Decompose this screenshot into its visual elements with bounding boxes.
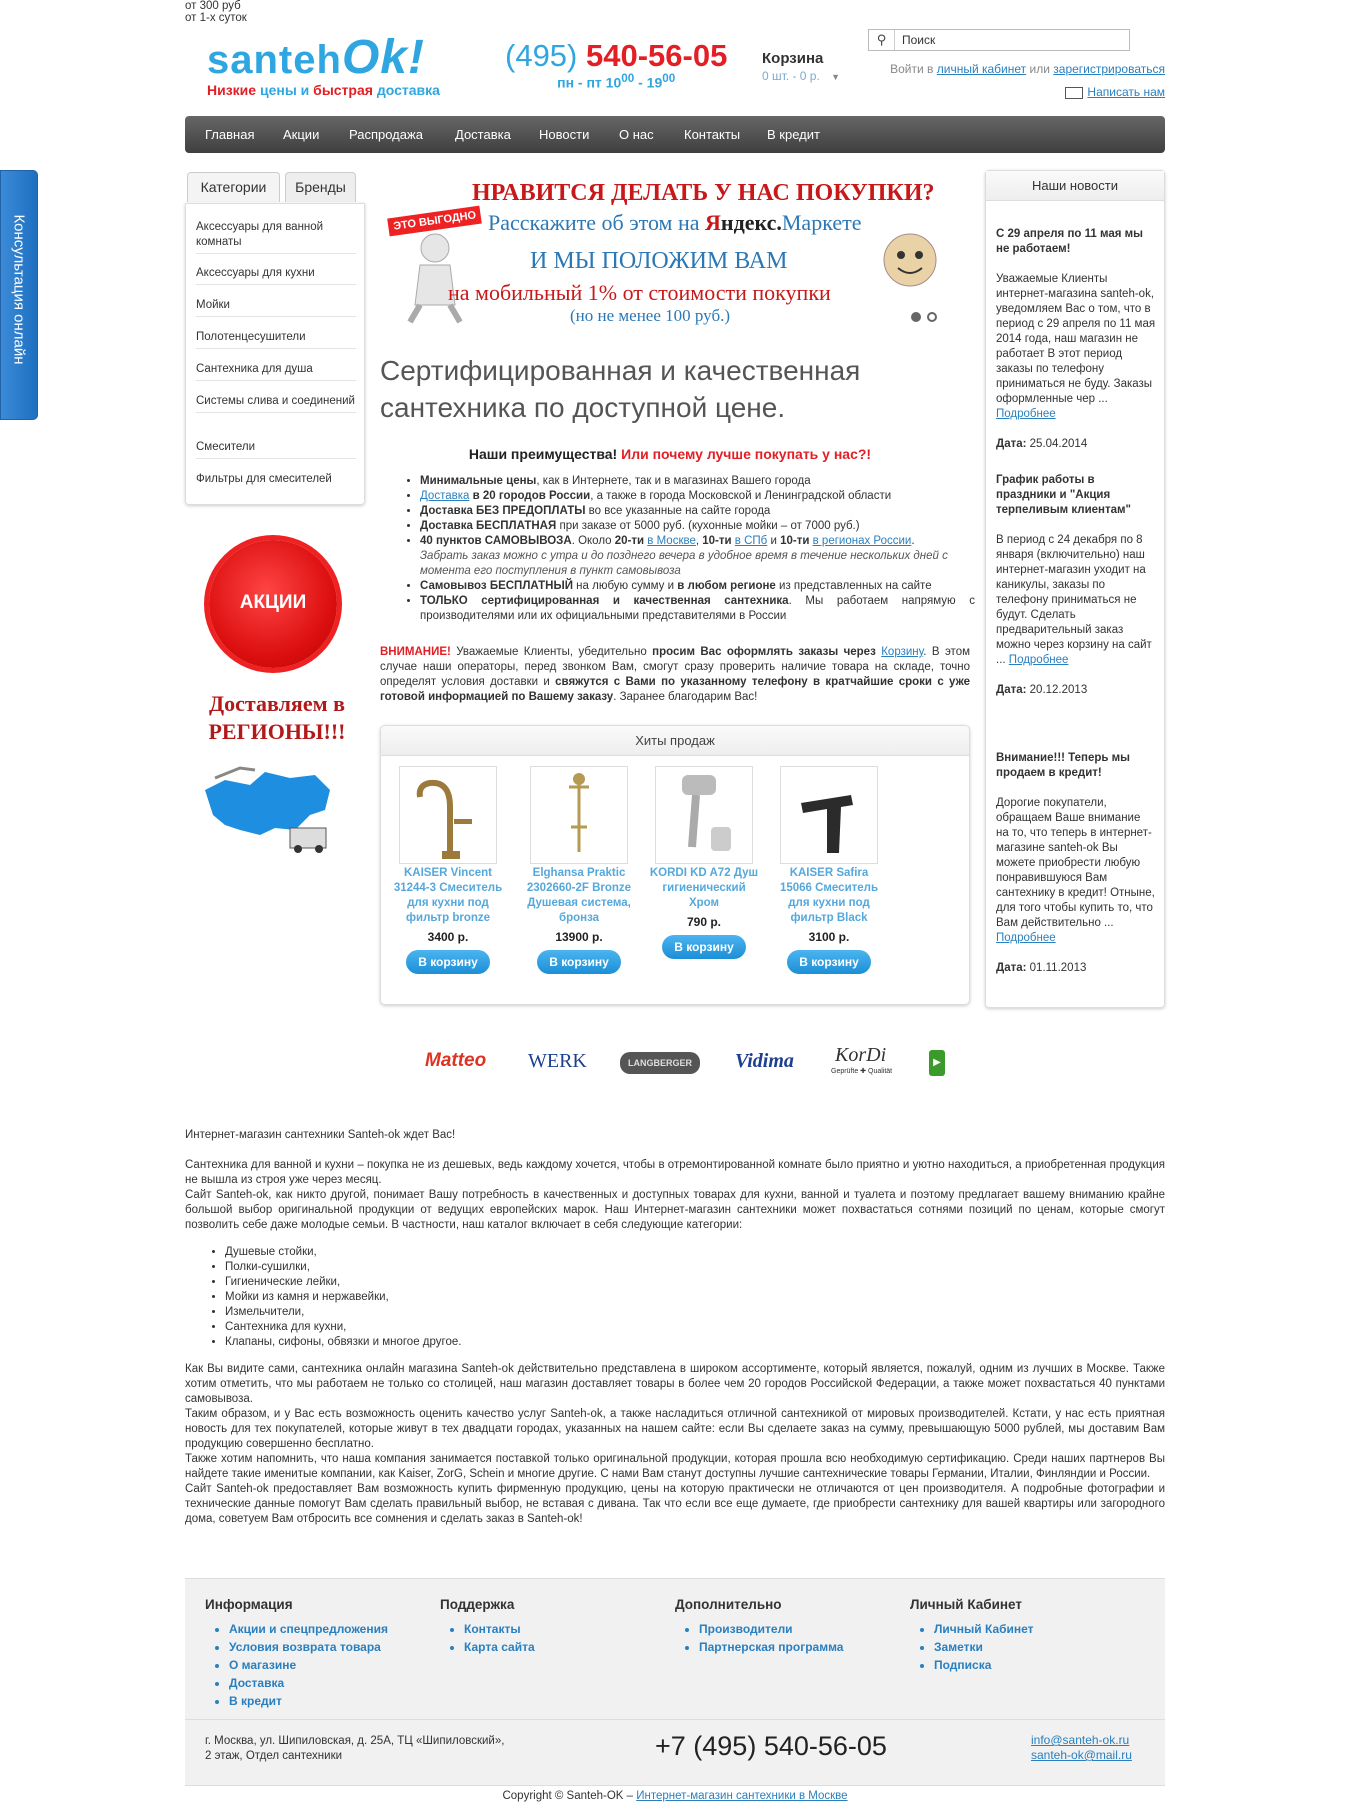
page-title: Сертифицированная и качественная сантехника по доступной цене. (380, 355, 861, 423)
news-headline[interactable]: График работы в праздники и "Акция терпеливым клиентам" (996, 474, 1131, 516)
news-title: Наши новости (986, 171, 1164, 201)
add-to-cart-button[interactable]: В корзину (406, 950, 490, 974)
footer-column (440, 1597, 535, 1656)
product-card (649, 766, 759, 959)
banner-line1: НРАВИТСЯ ДЕЛАТЬ У НАС ПОКУПКИ? (472, 180, 935, 206)
footer-link[interactable]: • Производители (699, 1620, 843, 1638)
product-name[interactable]: KORDI KD A72 Душ гигиенический Хром (649, 867, 759, 909)
banner-line4: на мобильный 1% от стоимости покупки (448, 280, 831, 305)
login-link[interactable]: личный кабинет (936, 62, 1027, 76)
news-headline[interactable]: С 29 апреля по 11 мая мы не работаем! (996, 228, 1143, 255)
pickup-moscow-link[interactable]: в Москве (647, 535, 696, 547)
product-card (524, 766, 634, 974)
write-us-link[interactable]: Написать нам (1087, 85, 1165, 99)
online-consult-tab[interactable] (0, 170, 38, 420)
regions-time: от 1-х суток (185, 12, 247, 24)
footer-link[interactable]: • Подписка (934, 1656, 1034, 1674)
page-wrapper (185, 0, 1165, 1802)
search-box[interactable] (868, 29, 1130, 51)
product-name[interactable]: KAISER Vincent 31244-3 Смеситель для кухни под фильтр bronze (393, 867, 503, 924)
pickup-spb-link[interactable]: в СПб (734, 535, 768, 547)
seo-paragraph: Как Вы видите сами, сантехника онлайн магазина Santeh-ok действительно представлена в широком ассортименте, который является, пожалуй, одним из лучших в Москве. Также хотим отметить, что мы работаем не только со столицей, наш магазин доставляет товары в более чем 20 городов Российской Федерации, а также может похвастаться 40 пунктами самовывоза. (185, 1363, 1165, 1405)
footer-link[interactable]: • В кредит (229, 1692, 388, 1710)
order-notice: ВНИМАНИЕ! Уважаемые Клиенты, убедительно просим Вас оформлять заказы через Корзину. В этом случае наши операторы, перед звонком Вам, смогут сразу проверить наличие товара на складе, точно определят условия доставки и свяжутся с Вами по указанному телефону в кратчайшие сроки с уже готовой информацией по Вашему заказу. Заранее благодарим Вас! (380, 646, 970, 703)
envelope-icon (1065, 87, 1083, 99)
news-item: С 29 апреля по 11 мая мы не работаем! Уважаемые Клиенты интернет-магазина santeh-ok, уведомляем Вас о том, что в период с 29 апреля по 11 мая 2014 года, наш магазин не работает В этот период заказы по телефону приниматься не буду. Заказы оформленные чер ... Подробнее Дата: 25.04.2014 (996, 228, 1156, 450)
list-item: • Душевые стойки, (225, 1245, 1165, 1260)
add-to-cart-button[interactable]: В корзину (662, 935, 746, 959)
category-item[interactable]: Полотенцесушители (196, 330, 356, 349)
header-phone: (495) 540-56-05 пн - пт $10^{00} - 19^{00}$ (505, 38, 728, 91)
news-item: Внимание!!! Теперь мы продаем в кредит! Дорогие покупатели, обращаем Ваше внимание на то, что теперь в интернет-магазине santeh-ok Вы можете приобрести любую понравившуюся Вам сантехнику в кредит! Отныне, для того чтобы купить то, что Вам действительно ... Подробнее Дата: 01.11.2013 (996, 752, 1155, 974)
pickup-regions-link[interactable]: в регионах России (812, 535, 912, 547)
nav-promo[interactable]: Акции (283, 127, 320, 142)
brand-logo[interactable]: Matteo (425, 1050, 487, 1071)
list-item: • ТОЛЬКО сертифицированная и качественная сантехника. Мы работаем напрямую с производителями или их официальными представителями в России (420, 594, 975, 624)
footer-emails (1031, 1733, 1132, 1763)
news-item: График работы в праздники и "Акция терпеливым клиентам" В период с 24 декабря по 8 января (включительно) наш интернет-магазин уходит на каникулы, заказы по телефону приниматься не будут. Сделать предварительный заказ можно через корзину на сайт ... Подробнее Дата: 20.12.2013 (996, 474, 1152, 696)
footer-column (205, 1597, 388, 1710)
list-item: • Гигиенические лейки, (225, 1275, 1165, 1290)
list-item: • Сантехника для кухни, (225, 1320, 1165, 1335)
category-item[interactable]: Сантехника для душа (196, 362, 356, 381)
logo-slogan: Низкие цены и быстрая доставка (207, 82, 440, 98)
footer-link[interactable]: • Доставка (229, 1674, 388, 1692)
category-item[interactable]: Аксессуары для ванной комнаты (196, 220, 356, 254)
logo-text: santeh (207, 38, 342, 82)
product-price: 3100 р. (808, 930, 850, 944)
nav-about[interactable]: О нас (619, 127, 654, 142)
product-card (393, 766, 503, 974)
product-price: 790 р. (686, 915, 722, 929)
category-item[interactable]: Смесители (196, 440, 356, 459)
nav-sale[interactable]: Распродажа (349, 127, 423, 142)
add-to-cart-button[interactable]: В корзину (537, 950, 621, 974)
advantages-list (420, 474, 975, 624)
banner-line5: (но не менее 100 руб.) (570, 306, 731, 325)
tab-brands[interactable]: Бренды (285, 172, 356, 202)
chevron-down-icon: ▼ (831, 72, 841, 82)
bestsellers-title: Хиты продаж (381, 726, 969, 756)
site-logo[interactable] (207, 31, 440, 98)
list-item: • Доставка БЕСПЛАТНАЯ при заказе от 5000 руб. (кухонные мойки – от 7000 руб.) (420, 519, 975, 534)
footer-link[interactable]: • Акции и спецпредложения (229, 1620, 388, 1638)
footer (185, 1578, 1165, 1785)
tab-categories[interactable]: Категории (187, 172, 280, 202)
footer-link[interactable]: • О магазине (229, 1656, 388, 1674)
footer-address: г. Москва, ул. Шипиловская, д. 25А, ТЦ «Шипиловский», 2 этаж, Отдел сантехники (205, 1735, 505, 1762)
carousel-next-icon[interactable]: ▶ (929, 1050, 945, 1076)
search-icon[interactable]: ⚲ (869, 30, 895, 50)
email-link[interactable]: santeh-ok@mail.ru (1031, 1748, 1132, 1762)
brand-logo[interactable]: KorDi Geprüfte ✚ Qualität (831, 1044, 893, 1075)
nav-credit[interactable]: В кредит (767, 127, 820, 142)
category-item[interactable]: Мойки (196, 298, 356, 317)
list-item: • Клапаны, сифоны, обвязки и многое другое. (225, 1335, 1165, 1350)
list-item: • Самовывоз БЕСПЛАТНЫЙ на любую сумму и в любом регионе из представленных на сайте (420, 579, 975, 594)
footer-heading: Личный Кабинет (910, 1597, 1022, 1612)
product-price: 13900 р. (555, 930, 603, 944)
cart-widget[interactable] (762, 50, 840, 83)
cart-link[interactable]: Корзину (881, 646, 924, 658)
footer-link[interactable]: • Партнерская программа (699, 1638, 843, 1656)
add-to-cart-button[interactable]: В корзину (787, 950, 871, 974)
news-date: 20.12.2013 (1029, 684, 1088, 696)
seo-paragraph: Сантехника для ванной и кухни – покупка не из дешевых, ведь каждому хочется, чтобы в отремонтированной комнате было приятно и уютно находиться, а приобретенная продукция не вышла из строя уже через месяц. (185, 1159, 1165, 1186)
seo-paragraph: Сайт Santeh-ok предоставляет Вам возможность купить фирменную продукцию, цены на которую практически не отличаются от цен производителя. А подробные фотографии и технические данные помогут Вам сделать правильный выбор, не вставая с дивана. Так что если все еще думаете, где приобрести сантехнику для вашей квартиры или загородного дома, советуем Вам отбросить все сомнения и сделать заказ в Santeh-ok! (185, 1483, 1165, 1525)
work-hours: пн - пт $10^{00} - 19^{00}$ (557, 72, 676, 91)
advantages-title: Наши преимущества! Или почему лучше покупать у нас?! (468, 446, 872, 462)
news-text: Дорогие покупатели, обращаем Ваше внимание на то, что теперь в интернет-магазине santeh-ok Вы можете приобрести любую понравившуюся Вам сантехнику в кредит! Отныне, для того чтобы купить то, что Вам действительно ... (996, 797, 1155, 929)
list-item: • Минимальные цены, как в Интернете, так и в магазинах Вашего города (420, 474, 975, 489)
product-card (774, 766, 884, 974)
cart-info: 0 шт. - 0 р. (762, 69, 820, 83)
main-nav (185, 116, 1165, 153)
footer-heading: Информация (205, 1597, 293, 1612)
product-image[interactable] (655, 766, 753, 864)
logo-ok: Ok! (341, 31, 425, 84)
slider-dot[interactable] (911, 312, 921, 322)
delivery-link[interactable]: Доставка (420, 490, 470, 502)
nav-contacts[interactable]: Контакты (684, 127, 741, 142)
brand-logo[interactable]: LANGBERGER (620, 1052, 700, 1074)
category-item[interactable]: Системы слива и соединений (196, 394, 356, 413)
news-text: В период с 24 декабря по 8 января (включительно) наш интернет-магазин уходит на каникулы, заказы по телефону приниматься не будут. Сделать предварительный заказ можно через корзину на сайт ... (996, 534, 1152, 666)
list-item: • Доставка в 20 городов России, а также в города Московской и Ленинградской области (420, 489, 975, 504)
banner-line3: И МЫ ПОЛОЖИМ ВАМ (530, 248, 788, 274)
write-us[interactable] (1065, 85, 1165, 99)
footer-link[interactable]: • Карта сайта (464, 1638, 535, 1656)
news-date: 25.04.2014 (1029, 438, 1088, 450)
footer-column (675, 1597, 843, 1656)
category-list (185, 203, 365, 505)
seo-category-list (225, 1245, 1165, 1350)
figure-illustration-icon (390, 230, 480, 325)
footer-link[interactable]: • Условия возврата товара (229, 1638, 388, 1656)
email-link[interactable]: info@santeh-ok.ru (1031, 1733, 1130, 1747)
brands-carousel (425, 1046, 965, 1080)
regions-title: Доставляем в РЕГИОНЫ!!! (208, 691, 346, 744)
online-consult-label: Консультация онлайн (10, 214, 28, 365)
news-more-link[interactable]: Подробнее (996, 408, 1056, 420)
footer-phone: +7 (495) 540-56-05 (655, 1731, 887, 1761)
footer-heading: Поддержка (440, 1597, 515, 1612)
product-name[interactable]: Elghansa Praktic 2302660-2F Bronze Душевая система, бронза (526, 867, 632, 924)
slider-dots[interactable] (905, 312, 937, 325)
seo-paragraph: Таким образом, и у Вас есть возможность оценить качество услуг Santeh-ok, а также насладиться отличной сантехникой от мировых производителей. Кстати, у нас есть приятная новость для тех покупателей, которые живут в тех двадцати городах, указанных на нашем сайте: если Вы сделаете заказ на сумму, превышающую 5000 рублей, мы доставим Вам продукцию совершенно бесплатно. (185, 1408, 1165, 1450)
banner-line2: Расскажите об этом на Яндекс.Маркете (488, 210, 862, 235)
product-image[interactable] (780, 766, 878, 864)
news-headline[interactable]: Внимание!!! Теперь мы продаем в кредит! (996, 752, 1130, 779)
footer-link[interactable]: • Заметки (934, 1638, 1034, 1656)
promo-badge: ЭТО ВЫГОДНО (387, 206, 482, 237)
promo-seal[interactable]: АКЦИИ (209, 540, 337, 668)
footer-link[interactable]: • Контакты (464, 1620, 535, 1638)
list-item: • Измельчители, (225, 1305, 1165, 1320)
seo-intro: Интернет-магазин сантехники Santeh-ok ждет Вас! (185, 1129, 456, 1141)
seo-text (185, 1128, 1165, 1527)
product-image[interactable] (530, 766, 628, 864)
nav-news[interactable]: Новости (539, 127, 590, 142)
footer-column (910, 1597, 1034, 1674)
copyright: Copyright © Santeh-OK – Интернет-магазин сантехники в Москве (502, 1790, 848, 1802)
cart-title: Корзина (762, 50, 824, 67)
news-block (985, 170, 1165, 1008)
product-name[interactable]: KAISER Safira 15066 Смеситель для кухни под фильтр Black (779, 867, 879, 924)
brand-logo[interactable]: WERK (528, 1050, 587, 1072)
news-text: Уважаемые Клиенты интернет-магазина santeh-ok, уведомляем Вас о том, что в период с 29 апреля по 11 мая 2014 года, наш магазин не работает В этот период заказы по телефону приниматься не буду. Заказы оформленные чер ... (996, 273, 1156, 405)
login-line: Войти в личный кабинет или зарегистрироваться (890, 62, 1165, 76)
nav-home[interactable]: Главная (205, 127, 255, 142)
register-link[interactable]: зарегистрироваться (1053, 62, 1165, 76)
search-input[interactable]: Поиск (902, 33, 936, 47)
news-date: 01.11.2013 (1029, 962, 1087, 974)
nav-delivery[interactable]: Доставка (455, 127, 511, 142)
category-item[interactable]: Аксессуары для кухни (196, 266, 356, 285)
footer-link[interactable]: • Личный Кабинет (934, 1620, 1034, 1638)
bestsellers-block (380, 725, 970, 1005)
list-item: • Доставка БЕЗ ПРЕДОПЛАТЫ во все указанные на сайте города (420, 504, 975, 519)
russia-map-icon (195, 760, 335, 855)
news-more-link[interactable]: Подробнее (996, 932, 1056, 944)
slider-dot[interactable] (927, 312, 937, 322)
footer-heading: Дополнительно (675, 1597, 782, 1612)
news-more-link[interactable]: Подробнее (1008, 654, 1069, 666)
list-item: • Полки-сушилки, (225, 1260, 1165, 1275)
copyright-link[interactable]: Интернет-магазин сантехники в Москве (636, 1790, 848, 1802)
smiley-icon (880, 230, 940, 290)
seo-paragraph: Также хотим напомнить, что наша компания занимается поставкой только оригинальной продукции, которая прошла всю необходимую сертификацию. Среди наших партнеров Вы найдете такие именитые компании, как Kaiser, ZorG, Schein и многие другие. С нами Вам станут доступны лучшие сантехнические товары Германии, Италии, Финляндии и России. (185, 1453, 1165, 1480)
category-item[interactable]: Фильтры для смесителей (196, 473, 332, 485)
brand-logo[interactable]: Vidima (735, 1050, 794, 1072)
list-item: • 40 пунктов САМОВЫВОЗА. Около 20-ти в Москве, 10-ти в СПб и 10-ти в регионах России. Забрать заказ можно с утра и до позднего вечера в удобное время в течение нескольких дней с момента его поступления в пункт самовывоза (420, 534, 975, 579)
list-item: • Мойки из камня и нержавейки, (225, 1290, 1165, 1305)
promo-slider[interactable] (380, 170, 960, 330)
product-image[interactable] (399, 766, 497, 864)
seo-paragraph: Сайт Santeh-ok, как никто другой, понимает Вашу потребность в качественных и доступных товарах для кухни, ванной и туалета и поэтому предлагает вашему вниманию крайне большой выбор оригинальной продукции от ведущих европейских марок. Наш Интернет-магазин сантехники может похвастаться сотнями позиций по ценам, которые смогут позволить себе даже молодые семьи. В частности, наш каталог включает в себя следующие категории: (185, 1189, 1165, 1231)
product-price: 3400 р. (427, 930, 469, 944)
regions-price: от 300 руб (185, 0, 241, 12)
